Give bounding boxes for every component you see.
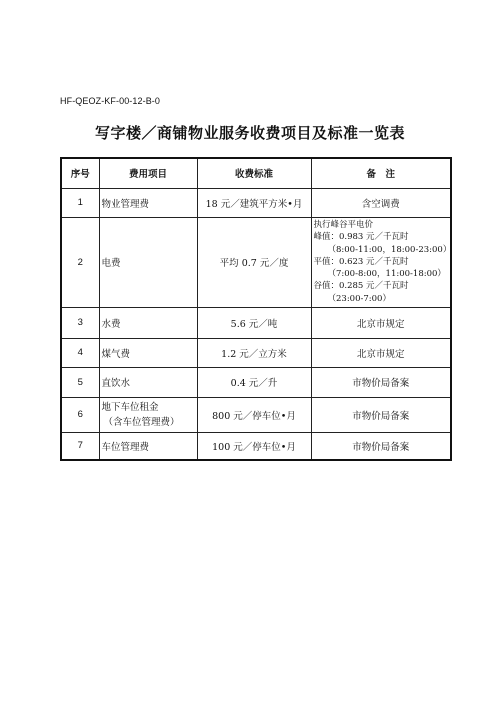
row-no: 4	[61, 338, 99, 367]
row-note: 市物价局备案	[311, 397, 451, 432]
table-row	[61, 397, 451, 432]
header-note: 备 注	[311, 158, 451, 188]
row-note: 含空调费	[311, 188, 451, 217]
row-no: 6	[61, 397, 99, 432]
note-line: （23:00-7:00）	[327, 293, 391, 304]
row-item: 煤气费	[99, 338, 197, 367]
fee-table	[60, 157, 452, 461]
table-header-row	[61, 158, 451, 188]
row-no: 5	[61, 367, 99, 397]
row-no: 7	[61, 432, 99, 460]
row-standard: 1.2 元／立方米	[197, 338, 311, 367]
document-code: HF-QEOZ-KF-00-12-B-0	[60, 96, 161, 106]
row-note-electricity	[311, 217, 451, 307]
row-item: 电费	[99, 217, 197, 307]
row-standard: 5.6 元／吨	[197, 307, 311, 338]
row-no: 3	[61, 307, 99, 338]
row-item: 水费	[99, 307, 197, 338]
table-row	[61, 338, 451, 367]
row-item-parking-rent	[99, 397, 197, 432]
row-item: 车位管理费	[99, 432, 197, 460]
row-standard: 平均 0.7 元／度	[197, 217, 311, 307]
table-row	[61, 217, 451, 307]
row-item: 物业管理费	[99, 188, 197, 217]
row-no: 1	[61, 188, 99, 217]
row-note: 北京市规定	[311, 338, 451, 367]
row-item: 直饮水	[99, 367, 197, 397]
row-standard: 18 元／建筑平方米•月	[197, 188, 311, 217]
row-note: 市物价局备案	[311, 432, 451, 460]
item-line: 地下车位租金	[101, 401, 159, 413]
table-row	[61, 367, 451, 397]
row-no: 2	[61, 217, 99, 307]
header-standard: 收费标准	[197, 158, 311, 188]
row-standard: 100 元／停车位•月	[197, 432, 311, 460]
note-line: （7:00-8:00，11:00-18:00）	[327, 269, 446, 280]
row-note: 市物价局备案	[311, 367, 451, 397]
note-line: 峰值：0.983 元／千瓦时	[313, 232, 409, 243]
table-row	[61, 432, 451, 460]
header-no: 序号	[61, 158, 99, 188]
row-standard: 800 元／停车位•月	[197, 397, 311, 432]
table-row	[61, 307, 451, 338]
item-line: （含车位管理费）	[103, 416, 180, 428]
header-item: 费用项目	[99, 158, 197, 188]
table-row	[61, 188, 451, 217]
note-line: （8:00-11:00，18:00-23:00）	[327, 244, 452, 255]
document-title: 写字楼／商铺物业服务收费项目及标准一览表	[94, 124, 405, 142]
note-line: 谷值：0.285 元／千瓦时	[313, 281, 409, 292]
row-note: 北京市规定	[311, 307, 451, 338]
note-line: 平值：0.623 元／千瓦时	[313, 256, 409, 267]
row-standard: 0.4 元／升	[197, 367, 311, 397]
note-line: 执行峰谷平电价	[313, 220, 374, 231]
